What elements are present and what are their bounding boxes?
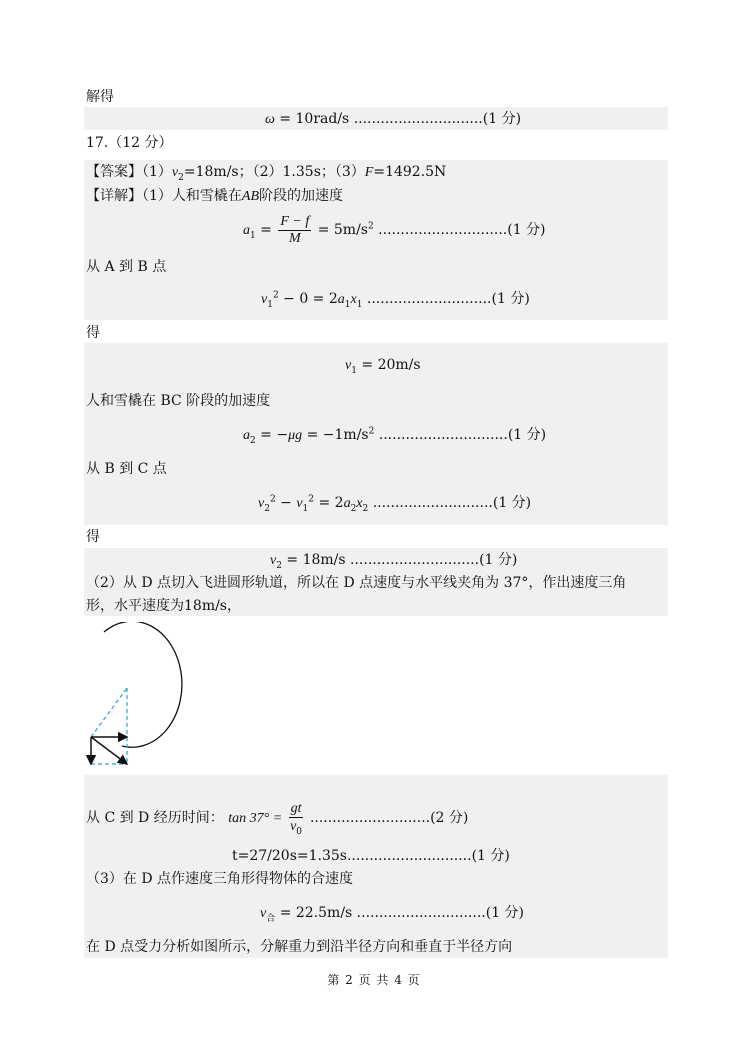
part2-line-2: 形，水平速度为18m/s，	[86, 598, 241, 614]
points-tan: ...........................(2 分)	[309, 810, 469, 826]
points-v1sq: ............................(1 分)	[366, 291, 530, 307]
answer-line: 【答案】$(1)v_2=18m/s$；（2）1.35s；（3）F=1492.5N	[86, 164, 447, 183]
points-a2: .............................(1 分)	[378, 427, 547, 443]
detail-text: （1）人和雪橇在	[142, 188, 242, 204]
circular-track-arc	[104, 622, 182, 747]
from-c-d-label: 从 C 到 D 经历时间：	[86, 810, 224, 826]
answer-force: =1492.5N	[373, 164, 447, 180]
answer-part1: （1）	[142, 164, 172, 180]
v-he-value: = 22.5m/s	[279, 905, 353, 921]
equation-v1-squared: $v_1^2 - 0 = 2a_1x_1$ ............................(1 分)	[261, 290, 530, 310]
answer-label: 【答案】	[86, 164, 142, 180]
a2-value: = −1m/s	[306, 427, 369, 443]
text-de-2: 得	[86, 529, 100, 545]
tan-lhs: tan 37° =	[228, 811, 283, 826]
v2-value: = 18m/s	[286, 552, 346, 568]
text-from-c-to-d: 从 C 到 D 经历时间： tan 37° = $\frac{gt}{v_0}$ ...........................(2 分)	[86, 801, 469, 837]
detail-ab: AB	[241, 189, 260, 204]
resultant-velocity-arrow	[91, 737, 127, 764]
points-v2: .............................(1 分)	[350, 552, 518, 568]
equation-v1: $v_1 = 20m/s$	[345, 357, 421, 376]
points-v2sq: ...........................(1 分)	[372, 495, 532, 511]
v1-value: = 20m/s	[361, 357, 421, 373]
equation-omega: ω = 10rad/s .............................(1 分)	[265, 111, 522, 127]
equation-t: t=27/20s=1.35s............................(1 分)	[232, 848, 510, 864]
text-from-b-to-c: 从 B 到 C 点	[86, 461, 167, 477]
answer-v2: =18m/s；	[183, 164, 253, 180]
tan-numerator: gt	[290, 801, 302, 816]
points-omega: .............................(1 分)	[353, 111, 522, 127]
part3-line: （3）在 D 点作速度三角形得物体的合速度	[86, 871, 354, 887]
equation-a2: $a_2 = -\mu g = -1m/s^2$ .............................(1 分)	[243, 426, 547, 446]
page-footer: 第 2 页 共 4 页	[327, 973, 421, 987]
points-v-he: .............................(1 分)	[356, 905, 525, 921]
detail-tail: 阶段的加速度	[259, 188, 344, 204]
text-de-1: 得	[86, 325, 100, 341]
velocity-triangle-diagram	[86, 622, 206, 772]
detail-line	[86, 187, 343, 206]
tan-denominator: v	[290, 819, 297, 834]
text-jiede: 解得	[86, 89, 114, 105]
text-bc-acceleration: 人和雪橇在 BC 阶段的加速度	[86, 393, 271, 409]
question-17-heading: 17.（12 分）	[86, 135, 173, 151]
equation-v2-squared: $v_2^2 - v_1^2 = 2a_2x_2$ ...........................(1 分)	[258, 494, 532, 514]
equation-v2: $v_2 = 18m/s$ .............................(1 分)	[270, 552, 518, 571]
equation-a1: $a_1$ = $\frac{F - f}{M}$ = $5m/s^2$ .............................(1 分)	[243, 213, 546, 246]
dashed-line-diagonal	[91, 688, 127, 737]
answer-part2: （2）1.35s；（3）	[252, 164, 365, 180]
text-from-a-to-b: 从 A 到 B 点	[86, 259, 167, 275]
points-a1: .............................(1 分)	[378, 222, 546, 238]
detail-label: 【详解】	[86, 188, 142, 204]
part2-line-1: （2）从 D 点切入飞进圆形轨道，所以在 D 点速度与水平线夹角为 37°，作出速度三角	[86, 575, 627, 591]
a1-value: = 5m/s	[317, 222, 368, 238]
force-analysis-line: 在 D 点受力分析如图所示，分解重力到沿半径方向和垂直于半径方向	[86, 939, 513, 955]
equation-v-he: $v_合 = 22.5m/s$ .............................(1 分)	[260, 905, 525, 924]
